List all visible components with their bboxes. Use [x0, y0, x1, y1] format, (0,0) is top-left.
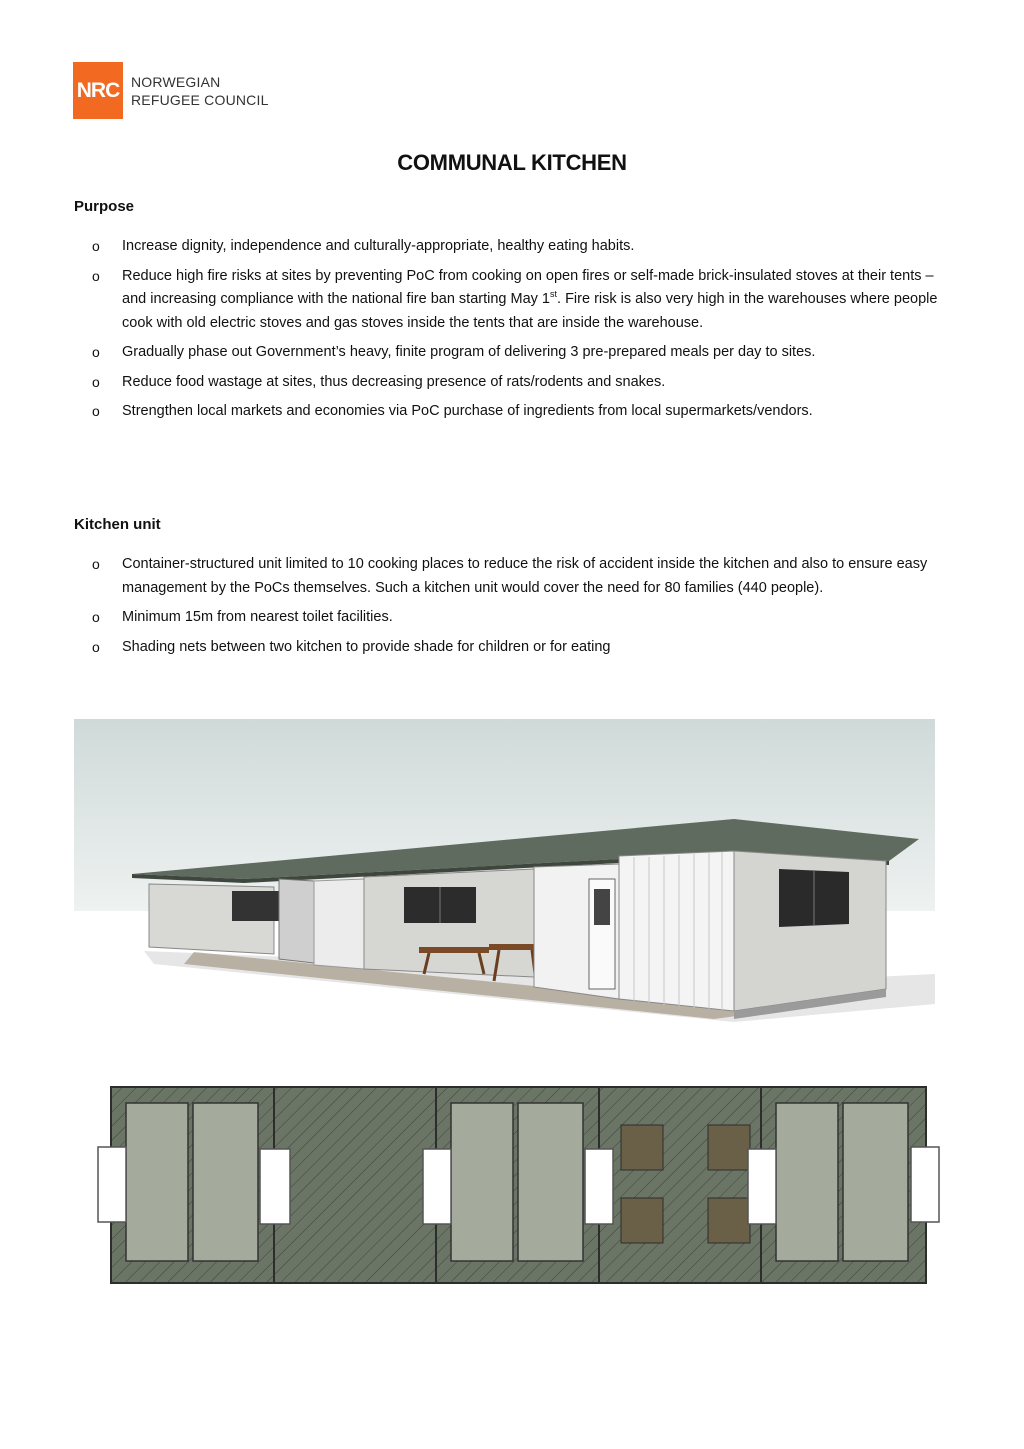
- list-item: o Increase dignity, independence and culturally-appropriate, healthy eating habits.: [74, 235, 954, 259]
- fire-item-text-end: . Fire risk is also very high in the warehouses where people cook with old electric stoves and gas stoves inside the tents that are inside the warehouse.: [122, 291, 938, 331]
- list-item: o Strengthen local markets and economies via PoC purchase of ingredients from local supermarkets/vendors.: [74, 400, 954, 424]
- purpose-heading: Purpose: [74, 198, 135, 215]
- kitchen-unit-list: [74, 553, 954, 665]
- list-item: o Gradually phase out Government’s heavy, finite program of delivering 3 pre-prepared meals per day to sites.: [74, 341, 954, 365]
- list-item: o Container-structured unit limited to 10 cooking places to reduce the risk of accident inside the kitchen and also to ensure easy management by the PoCs themselves. Such a kitchen unit would cover the need for 80 families (440 people).: [74, 553, 954, 600]
- logo-line-1: NORWEGIAN: [131, 73, 221, 90]
- nrc-logo: [73, 62, 269, 119]
- page-title: COMMUNAL KITCHEN: [397, 150, 627, 175]
- fire-item-sup: st: [550, 289, 558, 300]
- fire-item-text: Reduce high fire risks at sites by preventing PoC from cooking on open fires or self-made brick-insulated stoves at their tents –and increasing compliance with the national fire ban starting May 1: [122, 267, 934, 307]
- nrc-logo-mark: NRC: [73, 62, 123, 119]
- kitchen-unit-heading: Kitchen unit: [74, 516, 161, 533]
- logo-line-2: REFUGEE COUNCIL: [131, 91, 269, 108]
- kitchen-floor-plan: [96, 1085, 942, 1285]
- nrc-logo-wordmark: [131, 73, 269, 109]
- list-item: o Minimum 15m from nearest toilet facilities.: [74, 606, 954, 630]
- purpose-list: [74, 235, 954, 430]
- list-item: [74, 265, 954, 336]
- list-item: o Shading nets between two kitchen to provide shade for children or for eating: [74, 636, 954, 660]
- list-item: o Reduce food wastage at sites, thus decreasing presence of rats/rodents and snakes.: [74, 371, 954, 395]
- kitchen-3d-illustration: [74, 719, 935, 1030]
